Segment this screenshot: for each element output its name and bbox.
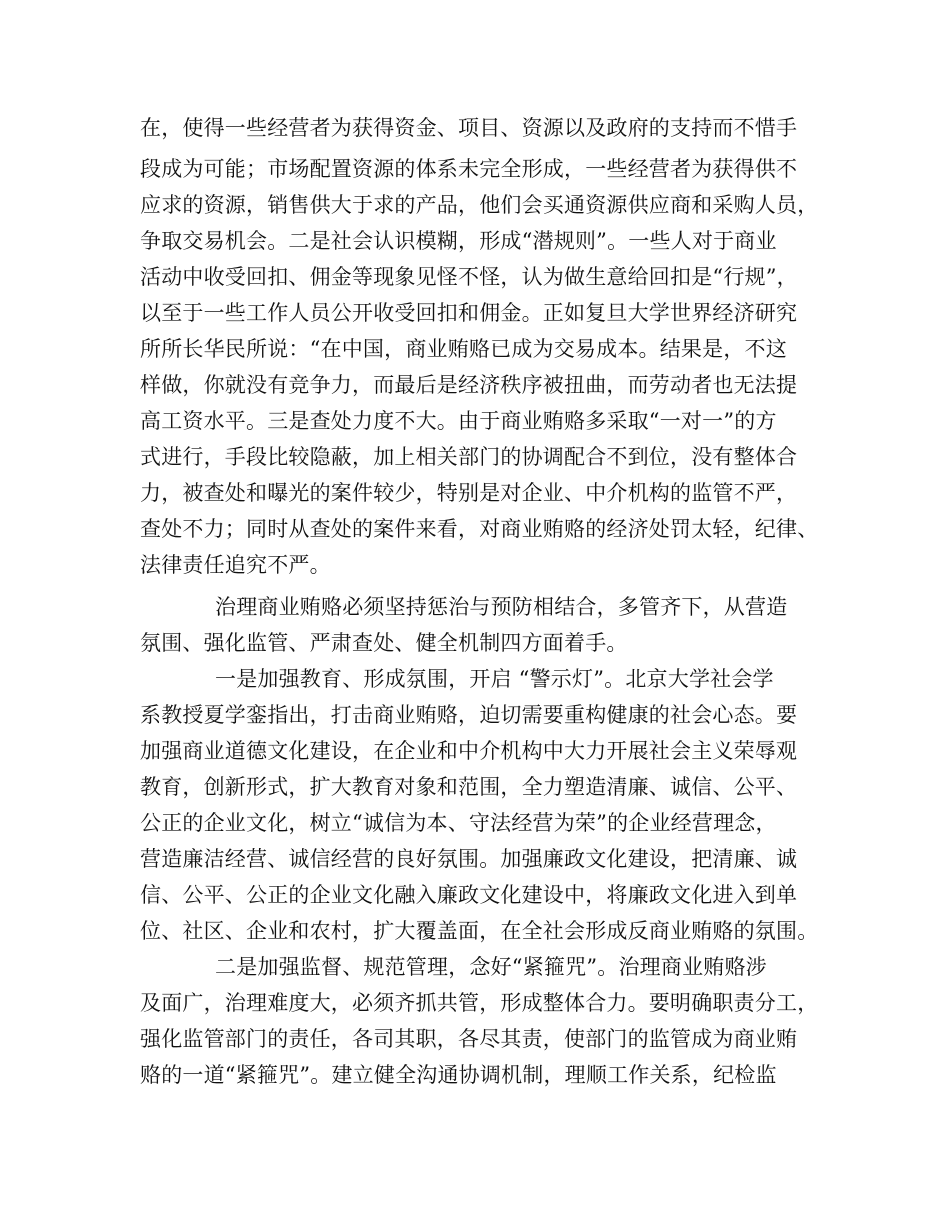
text-line: 样做，你就没有竞争力，而最后是经济秩序被扭曲，而劳动者也无法提 [140,373,798,397]
text-line: 力，被查处和曝光的案件较少，特别是对企业、中介机构的监管不严， [140,481,798,505]
text-line: 段成为可能；市场配置资源的体系未完全形成，一些经营者为获得供不 [140,157,798,181]
text-line: 教育，创新形式，扩大教育对象和范围，全力塑造清廉、诚信、公平、 [140,775,798,799]
text-line: 氛围、强化监管、严肃查处、健全机制四方面着手。 [140,631,628,655]
text-line: 强化监管部门的责任，各司其职，各尽其责，使部门的监管成为商业贿 [140,1027,798,1051]
text-line: 所所长华民所说：“在中国，商业贿赂已成为交易成本。结果是，不这 [140,337,787,361]
text-line: 活动中收受回扣、佣金等现象见怪不怪，认为做生意给回扣是“行规”， [140,265,798,289]
paragraph-first-line: 治理商业贿赂必须坚持惩治与预防相结合，多管齐下，从营造 [215,595,788,619]
text-line: 系教授夏学銮指出，打击商业贿赂，迫切需要重构健康的社会心态。要 [140,703,798,727]
text-line: 加强商业道德文化建设，在企业和中介机构中大力开展社会主义荣辱观 [140,739,798,763]
text-line: 信、公平、公正的企业文化融入廉政文化建设中，将廉政文化进入到单 [140,883,798,907]
text-line: 公正的企业文化，树立“诚信为本、守法经营为荣”的企业经营理念， [140,811,777,835]
text-line: 位、社区、企业和农村，扩大覆盖面，在全社会形成反商业贿赂的氛围。 [140,919,819,943]
paragraph-first-line: 一是加强教育、形成氛围，开启 “警示灯”。北京大学社会学 [215,667,774,691]
text-line: 以至于一些工作人员公开收受回扣和佣金。正如复旦大学世界经济研究 [140,301,798,325]
text-line: 在，使得一些经营者为获得资金、项目、资源以及政府的支持而不惜手 [140,116,798,140]
text-line: 应求的资源，销售供大于求的产品，他们会买通资源供应商和采购人员， [140,193,819,217]
text-line: 争取交易机会。二是社会认识模糊，形成“潜规则”。一些人对于商业 [140,229,777,253]
text-line: 查处不力；同时从查处的案件来看，对商业贿赂的经济处罚太轻，纪律、 [140,517,819,541]
text-line: 法律责任追究不严。 [140,553,331,577]
text-line: 式进行，手段比较隐蔽，加上相关部门的协调配合不到位，没有整体合 [140,445,798,469]
text-line: 营造廉洁经营、诚信经营的良好氛围。加强廉政文化建设，把清廉、诚 [140,847,798,871]
text-line: 赂的一道“紧箍咒”。建立健全沟通协调机制，理顺工作关系，纪检监 [140,1063,777,1087]
text-line: 及面广，治理难度大，必须齐抓共管，形成整体合力。要明确职责分工， [140,991,819,1015]
paragraph-first-line: 二是加强监督、规范管理，念好“紧箍咒”。治理商业贿赂涉 [215,955,767,979]
text-line: 高工资水平。三是查处力度不大。由于商业贿赂多采取“一对一”的方 [140,409,777,433]
